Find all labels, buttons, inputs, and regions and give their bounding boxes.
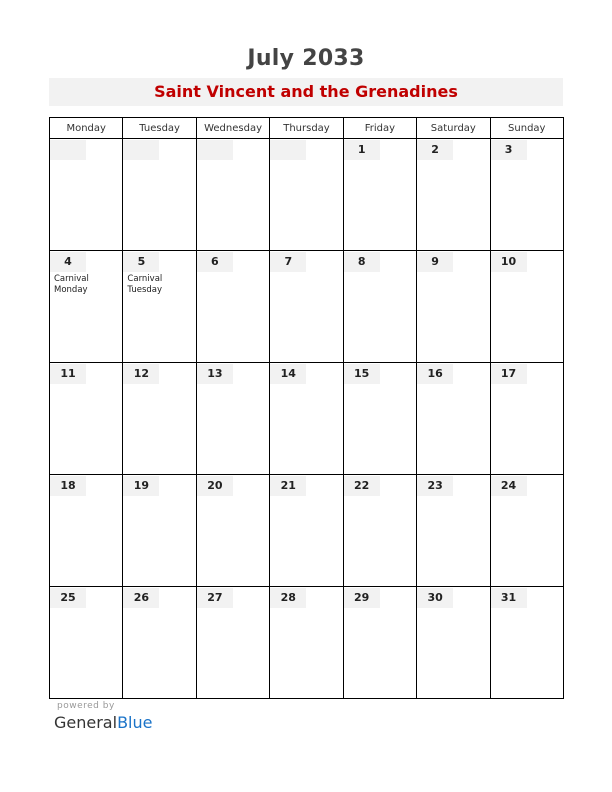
day-number-text: 8 [357, 255, 366, 268]
day-number [491, 588, 527, 608]
day-number-text: 16 [427, 367, 443, 380]
calendar-day-cell[interactable] [417, 139, 490, 251]
day-number-text: 10 [500, 255, 517, 268]
day-number [344, 364, 380, 384]
day-number [197, 588, 233, 608]
weekday-header: Tuesday [123, 118, 196, 139]
calendar-day-cell[interactable] [270, 587, 343, 699]
day-number [417, 588, 453, 608]
day-number-text: 27 [207, 591, 223, 604]
calendar-day-cell[interactable] [343, 587, 416, 699]
day-number-text: 21 [280, 479, 296, 492]
weekday-header: Monday [50, 118, 123, 139]
day-number [344, 252, 380, 272]
day-number [197, 140, 233, 160]
day-number [344, 476, 380, 496]
day-number-text: 22 [354, 479, 370, 492]
weekday-header: Thursday [270, 118, 343, 139]
day-number [50, 364, 86, 384]
day-number [491, 364, 527, 384]
day-number [123, 588, 159, 608]
day-number-text: 24 [500, 479, 517, 492]
day-number-text: 28 [280, 591, 296, 604]
calendar-week-row [50, 251, 564, 363]
powered-by-label: powered by [57, 701, 115, 711]
holiday-label: Carnival Monday [54, 274, 89, 295]
calendar-week-row [50, 139, 564, 251]
calendar-day-cell[interactable] [50, 363, 123, 475]
day-number [417, 252, 453, 272]
day-number-text: 17 [500, 367, 517, 380]
calendar-day-cell[interactable] [490, 139, 563, 251]
day-number-text: 2 [431, 143, 439, 156]
calendar-day-cell[interactable] [50, 139, 123, 251]
day-number [197, 364, 233, 384]
calendar-day-cell[interactable] [123, 587, 196, 699]
calendar-week-row [50, 587, 564, 699]
calendar-day-cell[interactable] [343, 251, 416, 363]
calendar-day-cell[interactable] [490, 587, 563, 699]
day-number-text: 20 [207, 479, 223, 492]
day-number-text: 4 [64, 255, 72, 268]
weekday-header: Wednesday [196, 118, 269, 139]
day-number [50, 588, 86, 608]
calendar-day-cell[interactable] [123, 475, 196, 587]
day-number [270, 140, 306, 160]
calendar-week-row [50, 475, 564, 587]
day-number-text: 23 [427, 479, 443, 492]
day-number [491, 140, 527, 160]
calendar-day-cell[interactable] [196, 363, 269, 475]
day-number-text: 12 [133, 367, 150, 380]
day-number [491, 252, 527, 272]
day-number-text: 25 [60, 591, 76, 604]
calendar-day-cell[interactable] [343, 139, 416, 251]
day-number-text: 15 [354, 367, 370, 380]
day-number [270, 252, 306, 272]
weekday-header: Friday [343, 118, 416, 139]
calendar-day-cell[interactable] [270, 363, 343, 475]
day-number [270, 364, 306, 384]
calendar-day-cell[interactable] [50, 475, 123, 587]
day-number-text: 14 [280, 367, 296, 380]
calendar-day-cell[interactable] [417, 363, 490, 475]
day-number-text: 31 [500, 591, 517, 604]
day-number [123, 364, 159, 384]
calendar-day-cell[interactable] [343, 475, 416, 587]
calendar-day-cell[interactable] [270, 139, 343, 251]
day-number-text: 29 [354, 591, 370, 604]
calendar-day-cell[interactable] [490, 363, 563, 475]
holiday-label: Carnival Tuesday [127, 274, 163, 295]
day-number-text: 18 [60, 479, 76, 492]
page-title: July 2033 [247, 46, 365, 71]
calendar-day-cell[interactable] [490, 251, 563, 363]
calendar-day-cell[interactable] [343, 363, 416, 475]
day-number-text: 11 [60, 367, 76, 380]
day-number [197, 252, 233, 272]
day-number [417, 364, 453, 384]
calendar-day-cell[interactable] [196, 251, 269, 363]
day-number [270, 588, 306, 608]
calendar-day-cell[interactable] [123, 363, 196, 475]
day-number [417, 140, 453, 160]
calendar-day-cell[interactable] [196, 139, 269, 251]
calendar-day-cell[interactable] [270, 475, 343, 587]
day-number [491, 476, 527, 496]
day-number [270, 476, 306, 496]
brand-blue-text: Blue [117, 713, 153, 732]
day-number [50, 476, 86, 496]
day-number [344, 140, 380, 160]
weekday-header: Sunday [490, 118, 563, 139]
calendar-day-cell[interactable] [196, 587, 269, 699]
calendar-day-cell[interactable] [417, 475, 490, 587]
calendar-week-row [50, 363, 564, 475]
day-number-text: 13 [207, 367, 223, 380]
calendar-day-cell[interactable] [417, 587, 490, 699]
day-number-text: 26 [133, 591, 150, 604]
day-number-text: 3 [504, 143, 513, 156]
calendar-day-cell[interactable] [196, 475, 269, 587]
day-number [123, 476, 159, 496]
day-number [417, 476, 453, 496]
day-number-text: 5 [137, 255, 146, 268]
country-banner: Saint Vincent and the Grenadines [49, 78, 563, 106]
weekday-header-row [50, 118, 564, 139]
generalblue-logo[interactable] [54, 713, 152, 732]
weekday-header: Saturday [417, 118, 490, 139]
day-number-text: 30 [427, 591, 443, 604]
calendar-day-cell[interactable] [490, 475, 563, 587]
calendar-day-cell[interactable] [417, 251, 490, 363]
day-number-text: 19 [133, 479, 150, 492]
day-number-text: 1 [357, 143, 366, 156]
calendar-day-cell[interactable] [123, 139, 196, 251]
calendar-day-cell[interactable] [50, 587, 123, 699]
day-number [50, 140, 86, 160]
calendar-grid [49, 117, 564, 699]
day-number [344, 588, 380, 608]
brand-general-text: General [54, 713, 118, 732]
day-number-text: 9 [431, 255, 439, 268]
day-number [123, 140, 159, 160]
day-number [197, 476, 233, 496]
day-number-text: 7 [284, 255, 293, 268]
day-number-text: 6 [211, 255, 219, 268]
calendar-day-cell[interactable] [270, 251, 343, 363]
calendar-day-cell[interactable] [123, 251, 196, 363]
calendar-day-cell[interactable] [50, 251, 123, 363]
day-number [123, 252, 159, 272]
day-number [50, 252, 86, 272]
